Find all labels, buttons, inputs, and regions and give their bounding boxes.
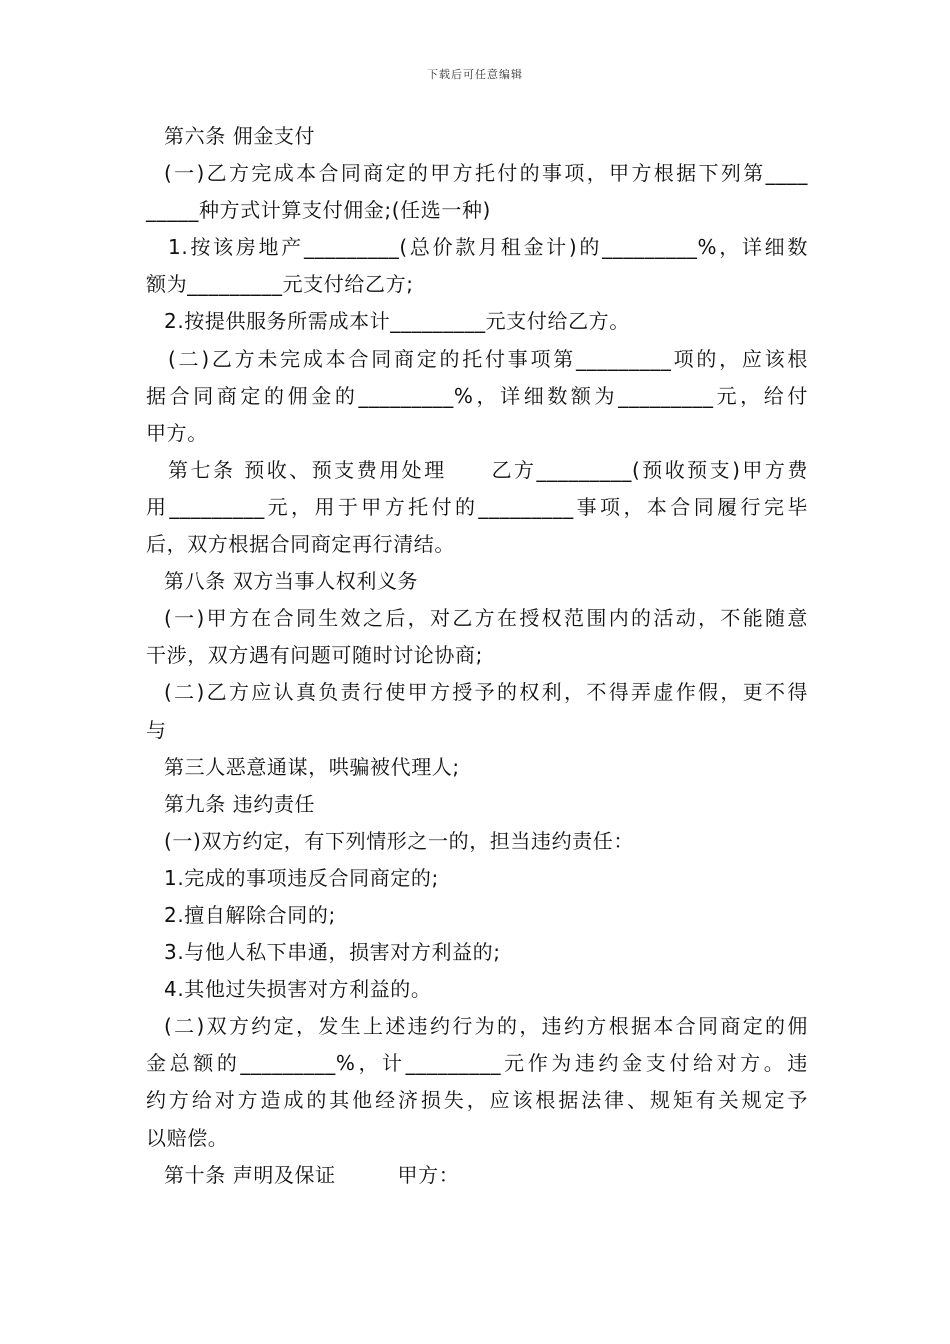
text-line: 甲方。	[146, 420, 208, 445]
document-body	[146, 118, 808, 1194]
text-line: 干涉，双方遇有问题可随时讨论协商;	[146, 643, 483, 668]
text-line: 4.其他过失损害对方利益的。	[164, 977, 432, 1002]
text-line: (一)乙方完成本合同商定的甲方托付的事项，甲方根据下列第____	[164, 161, 808, 186]
text-line: 据合同商定的佣金的_________%，详细数额为_________元，给付	[146, 383, 808, 408]
text-line: _____种方式计算支付佣金;(任选一种)	[146, 198, 491, 223]
text-line: 约方给对方造成的其他经济损失，应该根据法律、规矩有关规定予	[146, 1088, 808, 1113]
text-line: (二)双方约定，发生上述违约行为的，违约方根据本合同商定的佣	[164, 1014, 808, 1039]
text-line: (二)乙方未完成本合同商定的托付事项第_________项的，应该根	[168, 346, 808, 371]
text-line: 1.按该房地产_________(总价款月租金计)的_________%，详细数	[168, 235, 808, 260]
text-line: 用_________元，用于甲方托付的_________事项，本合同履行完毕	[146, 494, 808, 519]
text-line: 2.按提供服务所需成本计_________元支付给乙方。	[164, 309, 630, 334]
text-line: 第六条 佣金支付	[164, 124, 316, 148]
text-line: 1.完成的事项违反合同商定的;	[164, 865, 439, 890]
text-line: (二)乙方应认真负责行使甲方授予的权利，不得弄虚作假，更不得	[164, 680, 808, 705]
text-line: 第九条 违约责任	[164, 791, 316, 816]
text-line: 第七条 预收、预支费用处理 乙方_________(预收预支)甲方费	[168, 457, 808, 482]
text-line: 额为_________元支付给乙方;	[146, 272, 414, 297]
page-header: 下载后可任意编辑	[427, 68, 523, 81]
text-line: 后，双方根据合同商定再行清结。	[146, 532, 455, 557]
text-line: 第十条 声明及保证 甲方：	[164, 1162, 460, 1187]
text-line: 第三人恶意通谋，哄骗被代理人;	[164, 754, 460, 779]
text-line: (一)甲方在合同生效之后，对乙方在授权范围内的活动，不能随意	[164, 606, 808, 631]
text-line: 金总额的_________%，计_________元作为违约金支付给对方。违	[146, 1051, 808, 1076]
text-line: 2.擅自解除合同的;	[164, 902, 336, 927]
text-line: 3.与他人私下串通，损害对方利益的;	[164, 940, 501, 965]
text-line: 第八条 双方当事人权利义务	[164, 569, 419, 594]
text-line: 与	[146, 717, 167, 742]
text-line: 以赔偿。	[146, 1125, 229, 1150]
text-line: (一)双方约定，有下列情形之一的，担当违约责任：	[164, 828, 635, 853]
